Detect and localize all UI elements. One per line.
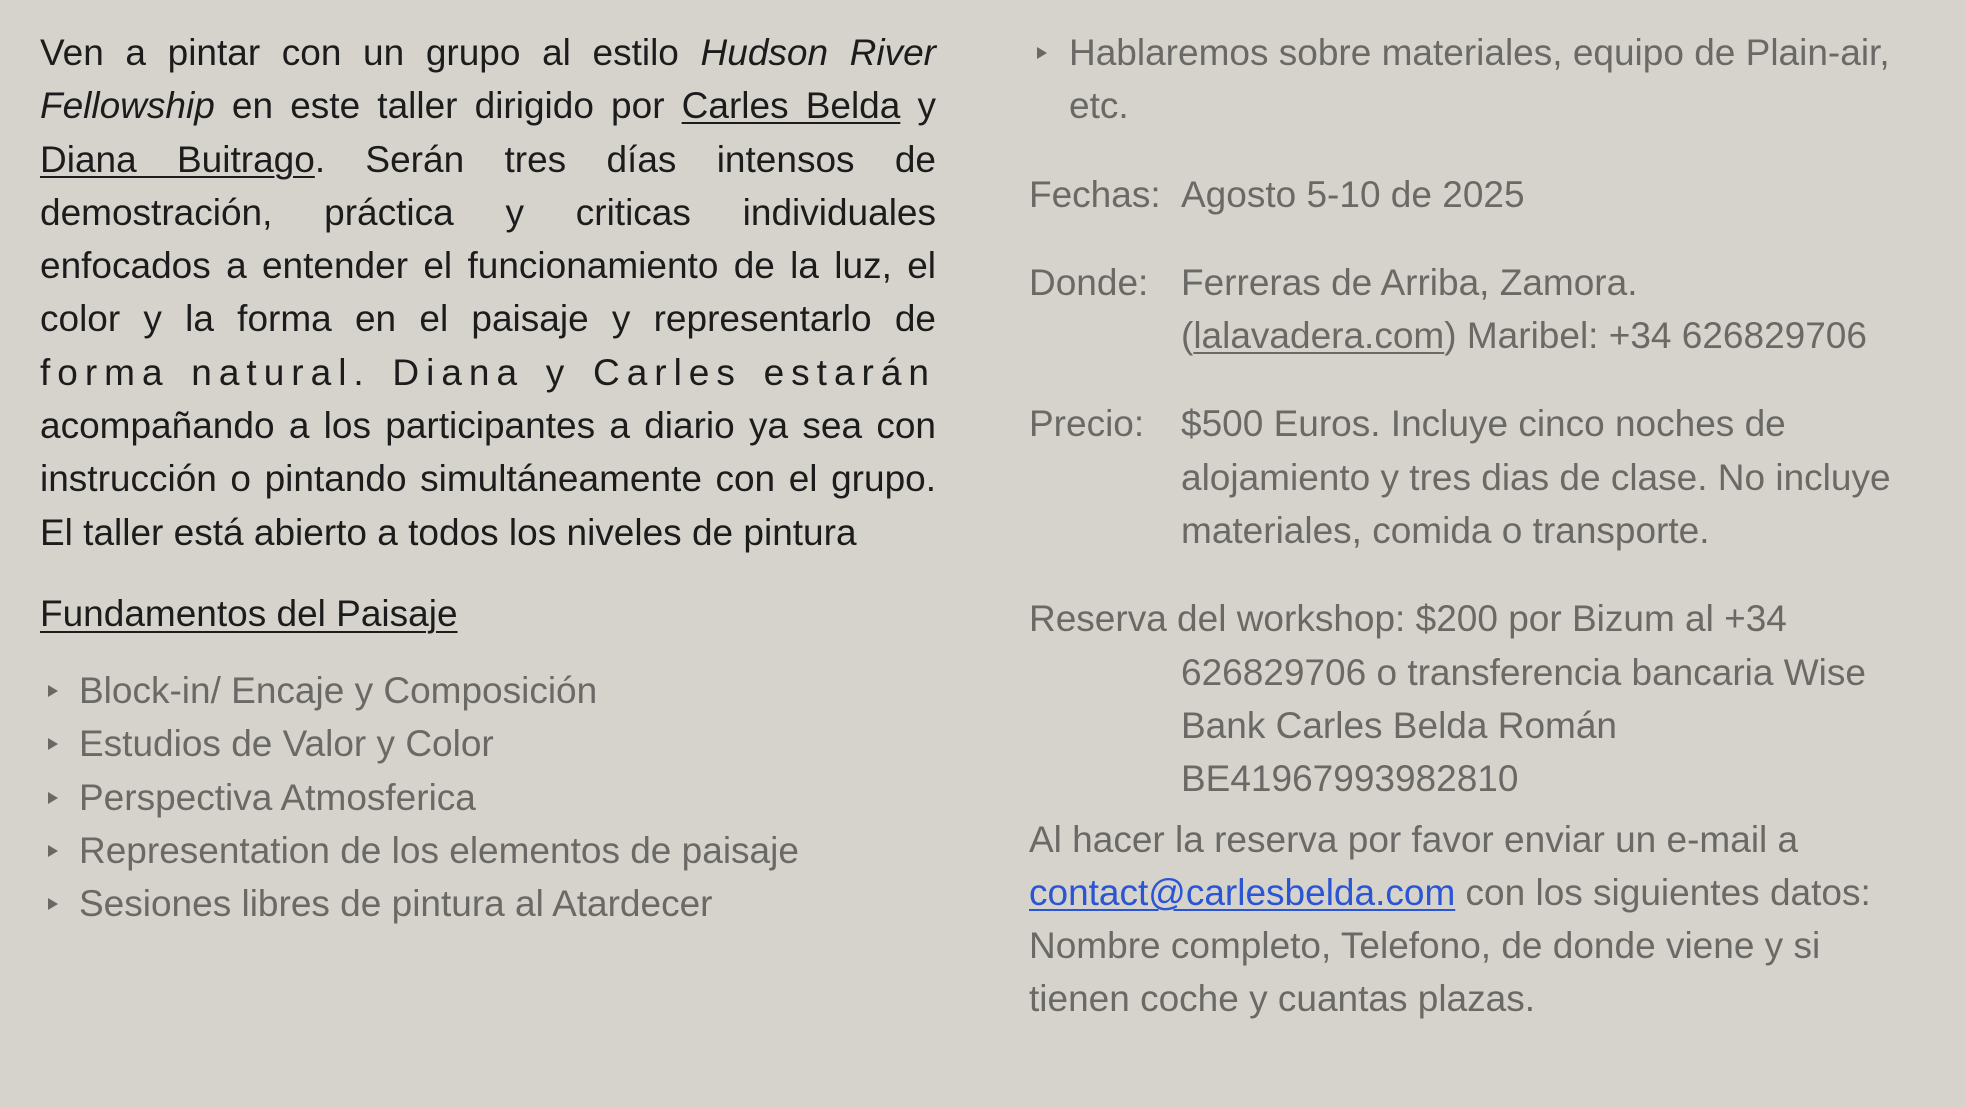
intro-text-6: acompañando a los participantes a diario ya sea con instrucción o pintando simultáneamente con el grupo. El taller está abierto a todos los niveles de pintura	[40, 405, 936, 553]
triangle-bullet-icon	[48, 738, 58, 750]
location-row	[1029, 256, 1929, 363]
dates-label: Fechas:	[1029, 173, 1161, 215]
list-item-label: Block-in/ Encaje y Composición	[79, 669, 598, 711]
location-line: Ferreras de Arriba, Zamora.	[1181, 261, 1638, 303]
intro-text-1: Ven a pintar con un grupo al estilo	[40, 32, 701, 73]
intro-text-2: en este taller dirigido por	[214, 85, 682, 127]
price-row	[1029, 397, 1929, 557]
intro-text-4: . Serán tres días intensos de demostración, práctica y criticas individuales enfocados a entender el funcionamiento de la luz, el color y la forma en el paisaje y representarlo de	[40, 138, 936, 340]
list-item	[40, 877, 936, 930]
price-label: Precio:	[1029, 403, 1145, 445]
venue-website-link[interactable]: lalavadera.com	[1193, 315, 1445, 357]
booking-line-1: Reserva del workshop: $200 por Bizum al +34	[1029, 598, 1787, 640]
intro-text-3: y	[900, 85, 936, 127]
instructor-link-diana[interactable]: Diana Buitrago	[40, 138, 315, 180]
booking-line-3: Bank Carles Belda Román	[1181, 704, 1617, 746]
triangle-bullet-icon	[48, 845, 58, 857]
instructor-link-carles[interactable]: Carles Belda	[681, 85, 901, 127]
list-item	[40, 771, 936, 824]
list-item	[40, 664, 936, 717]
booking-iban: BE41967993982810	[1181, 758, 1519, 800]
location-label: Donde:	[1029, 261, 1149, 303]
section-title: Fundamentos del Paisaje	[40, 592, 458, 634]
price-value: $500 Euros. Incluye cinco noches de alojamiento y tres dias de clase. No incluye materiales, comida o transporte.	[1181, 403, 1891, 552]
materials-text: Hablaremos sobre materiales, equipo de Plain-air, etc.	[1069, 32, 1890, 127]
paren-open: (	[1181, 315, 1194, 357]
list-item-label: Perspectiva Atmosferica	[79, 776, 476, 818]
style-name: Hudson River Fellowship	[40, 32, 937, 127]
list-item-label: Estudios de Valor y Color	[79, 723, 494, 765]
paren-close: )	[1444, 315, 1457, 357]
right-column	[1029, 26, 1929, 1026]
contact-text-pre: Al hacer la reserva por favor enviar un e-mail a	[1029, 818, 1799, 860]
list-item	[1029, 26, 1929, 133]
materials-list	[1029, 26, 1929, 133]
contact-email-link[interactable]: contact@carlesbelda.com	[1029, 871, 1456, 913]
booking-line-2: 626829706 o transferencia bancaria Wise	[1181, 651, 1866, 693]
topics-list	[40, 664, 936, 930]
list-item-label: Sesiones libres de pintura al Atardecer	[79, 883, 713, 925]
location-value	[1181, 256, 1929, 363]
dates-row	[1029, 168, 1929, 221]
booking-block	[1029, 592, 1929, 805]
list-item-label: Representation de los elementos de paisaje	[79, 829, 799, 871]
venue-contact: Maribel: +34 626829706	[1456, 315, 1867, 357]
intro-paragraph	[40, 26, 936, 559]
contact-paragraph	[1029, 813, 1929, 1026]
triangle-bullet-icon	[48, 898, 58, 910]
contact-text-post: con los siguientes datos: Nombre completo, Telefono, de donde viene y si tienen coche y cuantas plazas.	[1029, 871, 1871, 1020]
intro-text-5: forma natural. Diana y Carles estarán	[40, 351, 936, 393]
list-item	[40, 717, 936, 770]
left-column	[40, 26, 936, 930]
list-item	[40, 824, 936, 877]
triangle-bullet-icon	[48, 685, 58, 697]
triangle-bullet-icon	[48, 792, 58, 804]
triangle-bullet-icon	[1037, 47, 1047, 59]
dates-value: Agosto 5-10 de 2025	[1181, 173, 1525, 215]
